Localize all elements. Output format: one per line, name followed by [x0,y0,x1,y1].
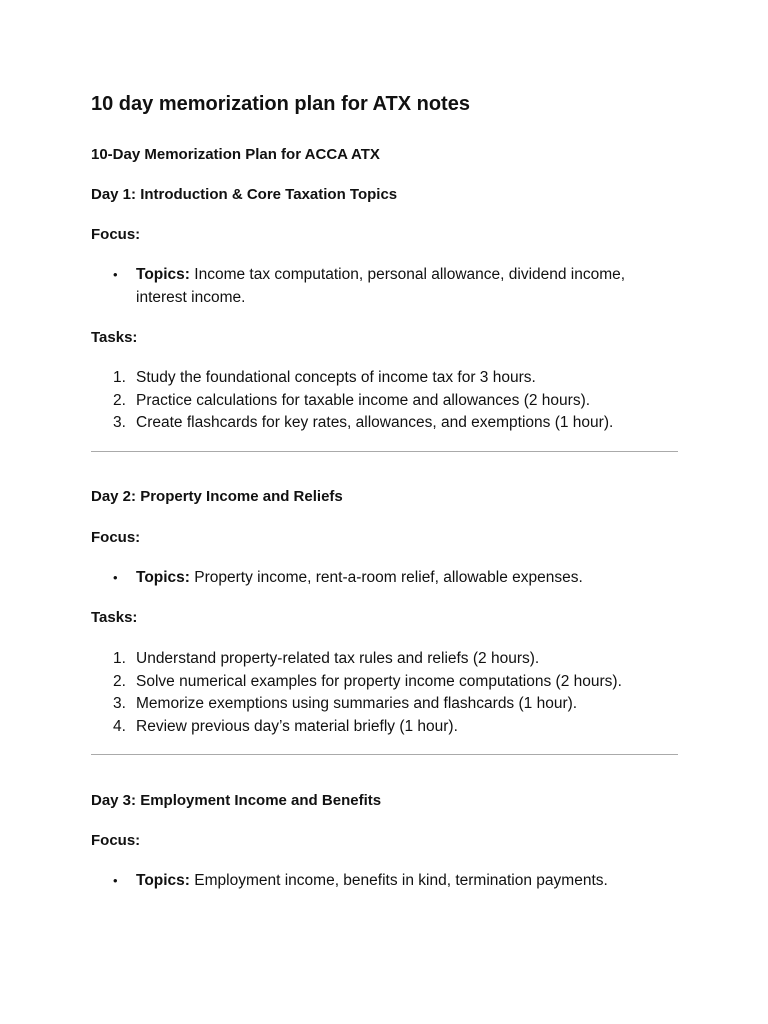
task-number: 1. [113,650,126,667]
task-text: Create flashcards for key rates, allowances, and exemptions (1 hour). [136,414,614,431]
task-number: 2. [113,672,126,690]
day-3-focus-list [91,870,678,893]
task-number: 4. [113,717,126,735]
day-2-topics-item [91,567,678,590]
day-2-heading: Day 2: Property Income and Reliefs [91,488,343,505]
day-1-task-list [91,367,678,435]
day-3-heading: Day 3: Employment Income and Benefits [91,792,382,809]
task-text: Solve numerical examples for property income computations (2 hours). [136,672,622,690]
task-item [91,367,678,390]
section-divider [91,754,678,755]
task-number: 2. [113,391,126,409]
day-1-topics-label: Topics: [136,266,190,283]
day-1-heading: Day 1: Introduction & Core Taxation Topics [91,186,398,203]
task-item [91,412,678,435]
day-1-focus-label: Focus: [91,226,141,243]
day-2-focus-list [91,567,678,590]
task-text: Review previous day’s material briefly (1 hour). [136,717,458,735]
day-1-topics-text: Income tax computation, personal allowance, dividend income, interest income. [136,266,626,306]
day-3-topics-label: Topics: [136,872,190,889]
day-1-focus-list [91,264,678,309]
day-2-tasks-label: Tasks: [91,609,138,626]
task-number: 3. [113,414,126,431]
day-2-topics-label: Topics: [136,569,190,586]
day-2-topics-text: Property income, rent-a-room relief, allowable expenses. [194,569,583,586]
day-3-focus-label: Focus: [91,832,141,849]
day-3-topics-text: Employment income, benefits in kind, termination payments. [194,872,608,889]
task-item [91,390,678,413]
task-number: 3. [113,695,126,712]
task-text: Memorize exemptions using summaries and flashcards (1 hour). [136,695,578,712]
task-item [91,671,678,694]
document-title: 10 day memorization plan for ATX notes [91,93,470,115]
day-3-topics-item [91,870,678,893]
section-divider [91,451,678,452]
task-item [91,716,678,739]
day-1-tasks-label: Tasks: [91,329,138,346]
task-text: Understand property-related tax rules and reliefs (2 hours). [136,650,540,667]
plan-subtitle: 10-Day Memorization Plan for ACCA ATX [91,146,380,163]
task-text: Study the foundational concepts of income tax for 3 hours. [136,369,536,386]
day-2-task-list [91,648,678,738]
task-item [91,693,678,716]
day-2-focus-label: Focus: [91,529,141,546]
task-number: 1. [113,369,126,386]
task-item [91,648,678,671]
task-text: Practice calculations for taxable income and allowances (2 hours). [136,391,591,409]
day-1-topics-item [91,264,678,309]
